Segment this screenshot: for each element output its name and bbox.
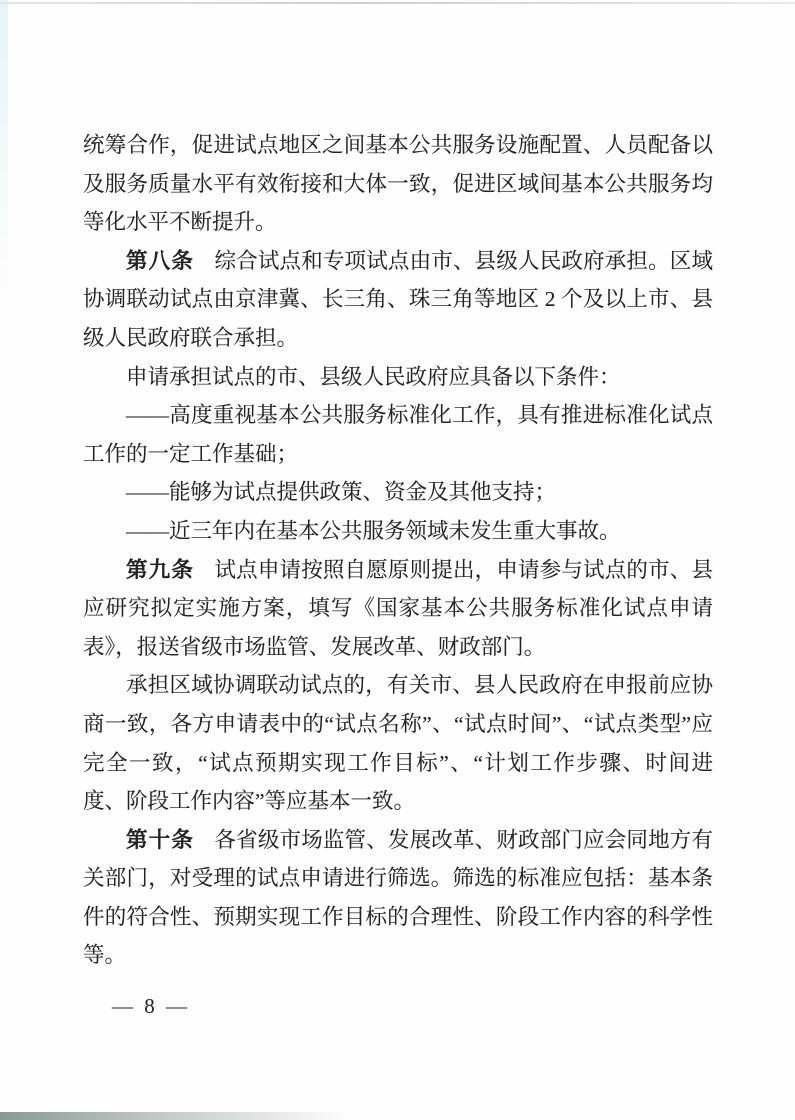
paragraph-text: ——近三年内在基本公共服务领域未发生重大事故。 <box>126 518 621 543</box>
paragraph-text: ——能够为试点提供政策、资金及其他支持； <box>126 480 557 505</box>
document-body-text <box>83 126 713 975</box>
paragraph-text: 综合试点和专项试点由市、县级人民政府承担。区域协调联动试点由京津冀、长三角、珠三角等地区 2 个及以上市、县级人民政府联合承担。 <box>83 248 713 350</box>
paragraph-condition-3 <box>83 512 713 551</box>
paragraph-condition-2 <box>83 473 713 512</box>
scan-bottom-edge-artifact <box>0 1112 350 1120</box>
paragraph-conditions-intro <box>83 358 713 397</box>
paragraph-text: ——高度重视基本公共服务标准化工作，具有推进标准化试点工作的一定工作基础； <box>83 403 713 466</box>
paragraph-text: 试点申请按照自愿原则提出，申请参与试点的市、县应研究拟定实施方案，填写《国家基本公共服务标准化试点申请表》，报送省级市场监管、发展改革、财政部门。 <box>83 557 713 659</box>
paragraph-article-8 <box>83 242 713 358</box>
paragraph-condition-1 <box>83 396 713 473</box>
paragraph-article-9 <box>83 551 713 667</box>
paragraph-text: 承担区域协调联动试点的，有关市、县人民政府在申报前应协商一致，各方申请表中的“试点名称”、“试点时间”、“试点类型”应完全一致，“试点预期实现工作目标”、“计划工作步骤、时间进度、阶段工作内容”等应基本一致。 <box>83 673 713 814</box>
paragraph-regional-pilot <box>83 666 713 820</box>
page-number: — 8 — <box>112 994 190 1018</box>
article-number: 第九条 <box>126 557 195 582</box>
article-number: 第十条 <box>126 827 195 852</box>
scan-left-edge-artifact <box>0 0 8 320</box>
paragraph-continuation <box>83 126 713 242</box>
scan-top-edge-artifact <box>0 2 795 4</box>
paragraph-article-10 <box>83 821 713 975</box>
article-number: 第八条 <box>126 248 195 273</box>
paragraph-text: 各省级市场监管、发展改革、财政部门应会同地方有关部门，对受理的试点申请进行筛选。筛选的标准应包括：基本条件的符合性、预期实现工作目标的合理性、阶段工作内容的科学性等。 <box>83 827 713 968</box>
paragraph-text: 申请承担试点的市、县级人民政府应具备以下条件： <box>126 364 621 389</box>
paragraph-text: 统筹合作，促进试点地区之间基本公共服务设施配置、人员配备以及服务质量水平有效衔接和大体一致，促进区域间基本公共服务均等化水平不断提升。 <box>83 133 713 235</box>
